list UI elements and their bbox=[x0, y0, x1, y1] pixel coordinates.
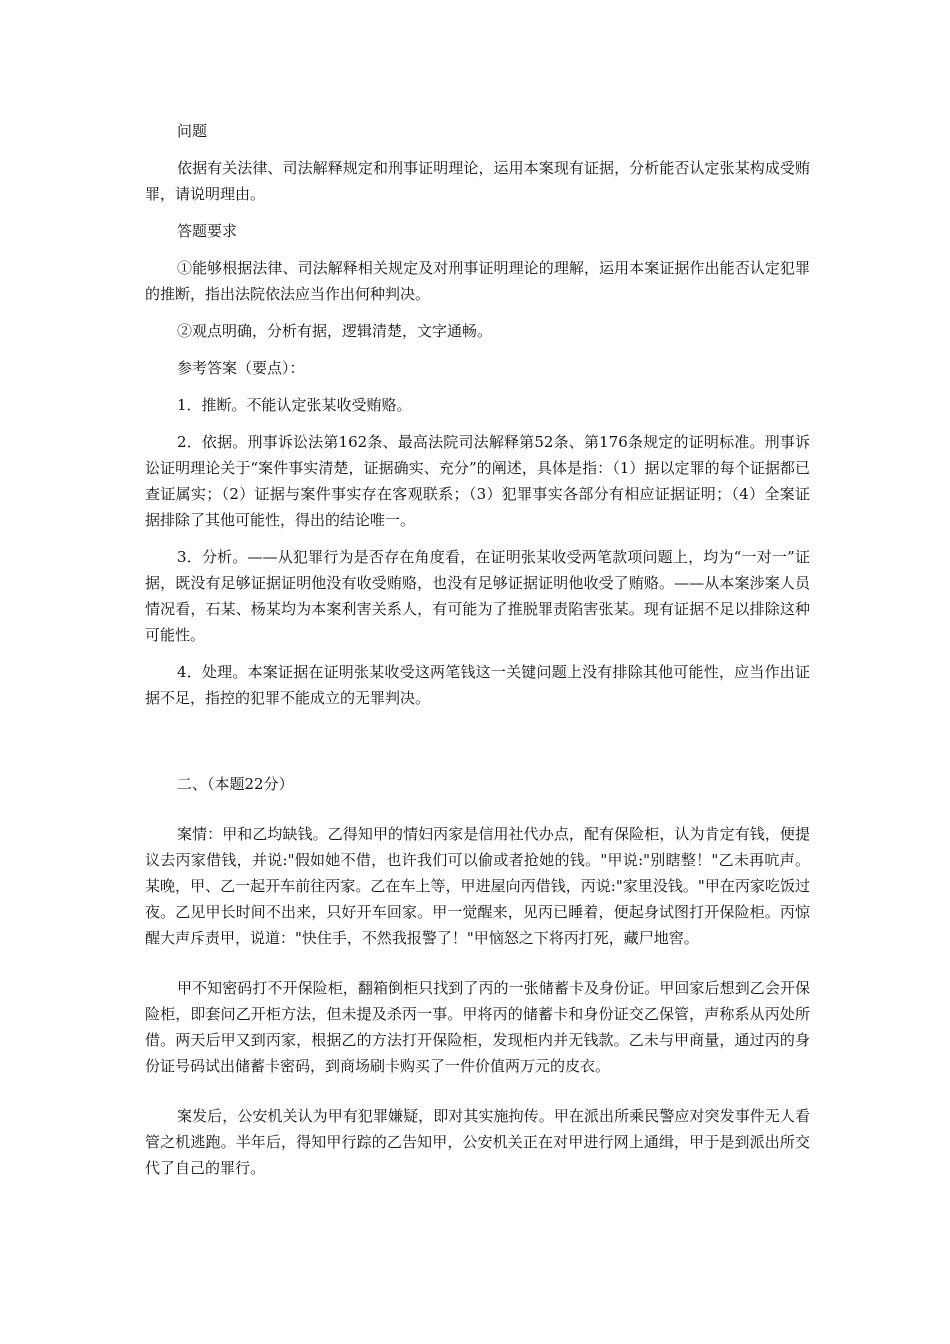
answer-point-1: 1．推断。不能认定张某收受贿赂。 bbox=[177, 396, 412, 414]
heading-question: 问题 bbox=[177, 122, 208, 140]
requirement-2: ②观点明确，分析有据，逻辑清楚，文字通畅。 bbox=[177, 322, 493, 340]
case-paragraph-3: 案发后，公安机关认为甲有犯罪嫌疑，即对其实施拘传。甲在派出所乘民警应对突发事件无人看管之机逃跑。半年后，得知甲行踪的乙告知甲，公安机关正在对甲进行网上通缉，甲于是到派出所交代了自己的罪行。 bbox=[145, 1107, 810, 1177]
heading-reference-answer: 参考答案（要点）： bbox=[177, 359, 305, 377]
requirement-1: ①能够根据法律、司法解释相关规定及对刑事证明理论的理解，运用本案证据作出能否认定犯罪的推断，指出法院依法应当作出何种判决。 bbox=[145, 259, 810, 303]
answer-point-3: 3．分析。——从犯罪行为是否存在角度看，在证明张某收受两笔款项问题上，均为“一对一”证据，既没有足够证据证明他没有收受贿赂，也没有足够证据证明他收受了贿赂。——从本案涉案人员情况看，石某、杨某均为本案利害关系人，有可能为了推脱罪责陷害张某。现有证据不足以排除这种可能性。 bbox=[145, 548, 810, 644]
answer-point-2: 2．依据。刑事诉讼法第162条、最高法院司法解释第52条、第176条规定的证明标准。刑事诉讼证明理论关于“案件事实清楚，证据确实、充分”的阐述，具体是指：（1）据以定罪的每个证据都已查证属实；（2）证据与案件事实存在客观联系；（3）犯罪事实各部分有相应证据证明；（4）全案证据排除了其他可能性，得出的结论唯一。 bbox=[145, 433, 810, 529]
case-paragraph-1: 案情：甲和乙均缺钱。乙得知甲的情妇丙家是信用社代办点，配有保险柜，认为肯定有钱，便提议去丙家借钱，并说:"假如她不借，也许我们可以偷或者抢她的钱。"甲说:"别瞎整！"乙未再吭声。某晚，甲、乙一起开车前往丙家。乙在车上等，甲进屋向丙借钱，丙说:"家里没钱。"甲在丙家吃饭过夜。乙见甲长时间不出来，只好开车回家。甲一觉醒来，见丙已睡着，便起身试图打开保险柜。丙惊醒大声斥责甲，说道："快住手，不然我报警了！"甲恼怒之下将丙打死，藏尸地窖。 bbox=[145, 825, 810, 947]
question-text: 依据有关法律、司法解释规定和刑事证明理论，运用本案现有证据，分析能否认定张某构成受贿罪，请说明理由。 bbox=[145, 159, 810, 203]
answer-point-4: 4．处理。本案证据在证明张某收受这两笔钱这一关键问题上没有排除其他可能性，应当作出证据不足，指控的犯罪不能成立的无罪判决。 bbox=[145, 663, 810, 707]
section-heading-two: 二、（本题22分） bbox=[177, 775, 294, 793]
document-page bbox=[145, 118, 810, 1181]
heading-requirements: 答题要求 bbox=[177, 222, 238, 240]
case-paragraph-2: 甲不知密码打不开保险柜，翻箱倒柜只找到了丙的一张储蓄卡及身份证。甲回家后想到乙会开保险柜，即套问乙开柜方法，但未提及杀丙一事。甲将丙的储蓄卡和身份证交乙保管，声称系从丙处所借。两天后甲又到丙家，根据乙的方法打开保险柜，发现柜内并无钱款。乙未与甲商量，通过丙的身份证号码试出储蓄卡密码，到商场刷卡购买了一件价值两万元的皮衣。 bbox=[145, 979, 810, 1075]
